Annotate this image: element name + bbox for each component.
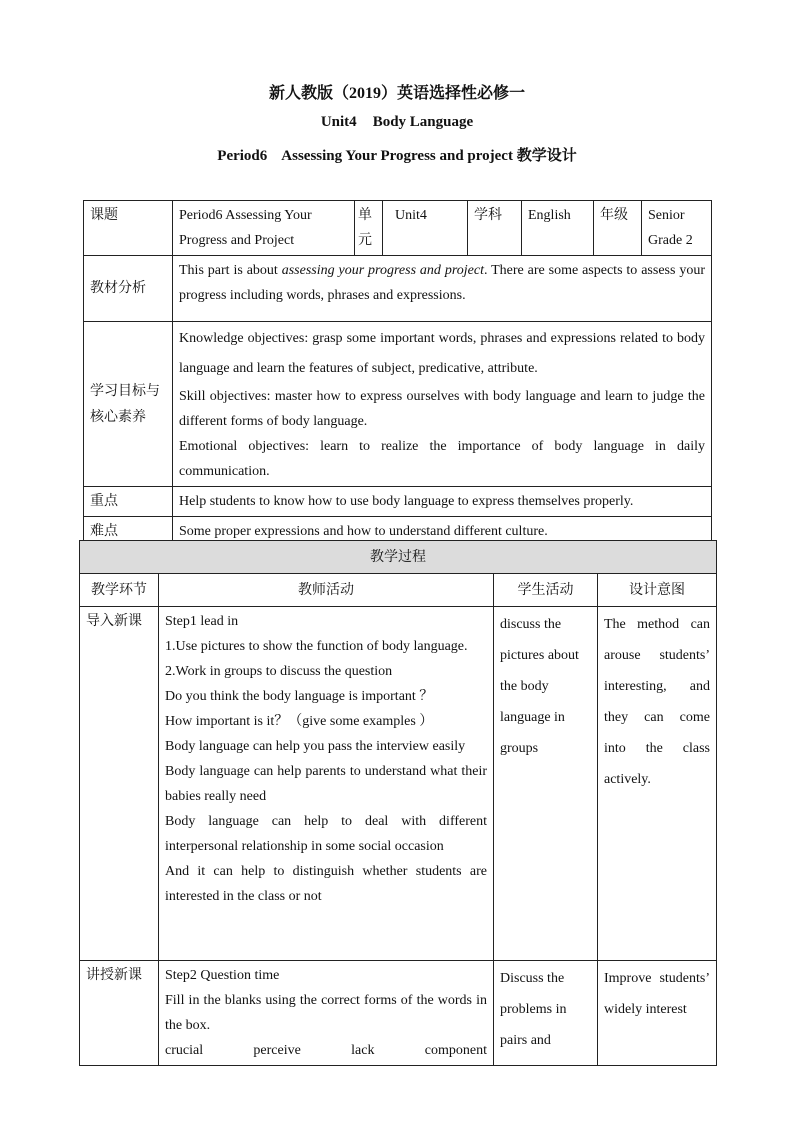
- column-header-student: 学生活动: [494, 574, 598, 607]
- word-item: crucial: [165, 1043, 204, 1058]
- table-row: [84, 322, 712, 487]
- objective-skill: Skill objectives: master how to express ourselves with body language and learn to judge the different forms of body language.: [179, 389, 705, 429]
- analysis-label: 教材分析: [84, 256, 173, 322]
- key-points-label: 重点: [84, 487, 173, 517]
- teacher-line: Body language can help parents to understand what their babies really need: [165, 764, 487, 804]
- word-box: [165, 1038, 487, 1063]
- table-row: [80, 961, 717, 1066]
- document-title: 新人教版（2019）英语选择性必修一: [268, 85, 525, 102]
- subject-label: 学科: [468, 201, 522, 256]
- unit-label: 单元: [355, 201, 383, 256]
- teacher-line: Step1 lead in: [165, 614, 239, 629]
- column-header-intent: 设计意图: [598, 574, 717, 607]
- unit-value: Unit4: [383, 201, 468, 256]
- topic-label: 课题: [84, 201, 173, 256]
- column-header-stage: 教学环节: [80, 574, 159, 607]
- teaching-process-table: [79, 540, 717, 1066]
- teacher-line: And it can help to distinguish whether students are interested in the class or not: [165, 864, 487, 904]
- teacher-line: Step2 Question time: [165, 968, 280, 983]
- word-item: perceive: [253, 1043, 301, 1058]
- stage-cell: 导入新课: [80, 607, 159, 961]
- topic-value: Period6 Assessing Your Progress and Project: [173, 201, 355, 256]
- stage-cell: 讲授新课: [80, 961, 159, 1066]
- period-title: Assessing Your Progress and project 教学设计: [281, 148, 577, 164]
- column-header-teacher: 教师活动: [159, 574, 494, 607]
- objectives-label: 学习目标与核心素养: [84, 322, 173, 487]
- design-intent-cell: The method can arouse students’ interesting, and they can come into the class actively.: [598, 607, 717, 961]
- teacher-line: Fill in the blanks using the correct forms of the words in the box.: [165, 993, 487, 1033]
- teacher-line: 1.Use pictures to show the function of body language.: [165, 639, 468, 654]
- period-number: Period6: [217, 148, 268, 164]
- key-points-value: Help students to know how to use body language to express themselves properly.: [173, 487, 712, 517]
- teacher-line: Body language can help you pass the interview easily: [165, 739, 466, 754]
- word-item: component: [424, 1043, 487, 1058]
- analysis-text-post: . There are some aspects to assess your progress including words, phrases and expressions.: [179, 263, 705, 303]
- teacher-line: Do you think the body language is important ？: [165, 689, 434, 704]
- lesson-info-table: [83, 200, 712, 547]
- objective-knowledge: Knowledge objectives: grasp some important words, phrases and expressions related to body language and learn the features of subject, predicative, attribute.: [179, 331, 705, 376]
- design-intent-cell: Improve students’ widely interest: [598, 961, 717, 1066]
- table-row: [80, 607, 717, 961]
- table-row: [84, 487, 712, 517]
- analysis-text-pre: This part is about: [179, 263, 282, 278]
- difficult-points-value: Some proper expressions and how to understand different culture.: [173, 517, 712, 547]
- student-activity-cell: discuss the pictures about the body language in groups: [494, 607, 598, 961]
- teacher-line: 2.Work in groups to discuss the question: [165, 664, 393, 679]
- teacher-line: Body language can help to deal with different interpersonal relationship in some social occasion: [165, 814, 487, 854]
- table-row: [84, 201, 712, 256]
- unit-name: Body Language: [372, 114, 474, 130]
- word-item: lack: [351, 1043, 375, 1058]
- table-row: [80, 574, 717, 607]
- student-activity-cell: Discuss the problems in pairs and: [494, 961, 598, 1066]
- subject-value: English: [522, 201, 594, 256]
- difficult-points-label: 难点: [84, 517, 173, 547]
- teacher-activity-cell: [159, 961, 494, 1066]
- analysis-value: [173, 256, 712, 322]
- period-heading: [0, 144, 794, 165]
- table-row: [80, 541, 717, 574]
- grade-label: 年级: [594, 201, 642, 256]
- teacher-line: How important is it？（give some examples ）: [165, 714, 434, 729]
- table-row: [84, 256, 712, 322]
- objective-emotional: Emotional objectives: learn to realize the importance of body language in daily communication.: [179, 439, 705, 479]
- grade-value: Senior Grade 2: [642, 201, 712, 256]
- analysis-text-italic: assessing your progress and project: [281, 263, 484, 278]
- objectives-value: [173, 322, 712, 487]
- teacher-activity-cell: [159, 607, 494, 961]
- unit-number: Unit4: [320, 114, 357, 130]
- unit-heading: [0, 114, 794, 131]
- process-heading: 教学过程: [80, 541, 717, 574]
